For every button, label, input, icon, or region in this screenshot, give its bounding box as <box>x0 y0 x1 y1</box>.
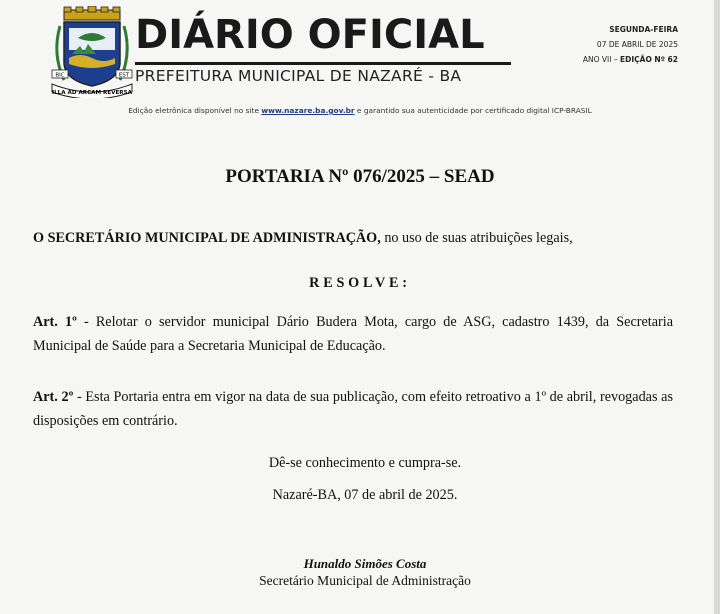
crest-right-badge <box>116 70 132 79</box>
authenticity-note: Edição eletrônica disponível no site www.nazare.ba.gov.br e garantido sua autenticidade por certificado digital ICP-BRASIL <box>128 106 592 115</box>
website-link[interactable]: www.nazare.ba.gov.br <box>261 106 355 115</box>
article-1-label: Art. 1º <box>33 314 77 330</box>
article-1-text: - Relotar o servidor municipal Dário Budera Mota, cargo de ASG, cadastro 1439, da Secretaria Municipal de Saúde para a Secretaria Municipal de Educação. <box>33 314 673 354</box>
edition-info <box>583 22 678 67</box>
crest-left-badge <box>52 70 68 79</box>
opening-paragraph: O SECRETÁRIO MUNICIPAL DE ADMINISTRAÇÃO, no uso de suas atribuições legais, <box>33 230 573 246</box>
masthead-title: DIÁRIO OFICIAL <box>135 12 485 58</box>
place-and-date: Nazaré-BA, 07 de abril de 2025. <box>272 487 458 503</box>
masthead-subtitle: PREFEITURA MUNICIPAL DE NAZARÉ - BA <box>135 67 462 85</box>
signatory-name: Hunaldo Simões Costa <box>303 556 427 571</box>
masthead-divider <box>135 62 511 65</box>
svg-text:EST: EST <box>118 72 130 79</box>
article-2 <box>33 385 673 433</box>
article-2-text: - Esta Portaria entra em vigor na data de sua publicação, com efeito retroativo a 1º de abril, revogadas as disposições em contrário. <box>33 389 673 429</box>
closing-formula: Dê-se conhecimento e cumpra-se. <box>268 455 462 471</box>
crest-motto: ILLA AD ARCAM REVERSA <box>52 90 132 96</box>
crown-icon <box>64 6 120 20</box>
article-2-label: Art. 2º <box>33 389 74 405</box>
edition-number: ANO VII – EDIÇÃO Nº 62 <box>582 55 678 64</box>
coat-of-arms-logo <box>50 6 134 98</box>
page-edge <box>714 0 720 614</box>
article-1 <box>33 310 673 358</box>
resolve-heading: RESOLVE: <box>309 275 411 291</box>
edition-weekday: SEGUNDA-FEIRA <box>609 25 678 34</box>
document-title: PORTARIA Nº 076/2025 – SEAD <box>225 166 495 187</box>
signatory-role: Secretário Municipal de Administração <box>259 573 471 588</box>
issuing-authority: O SECRETÁRIO MUNICIPAL DE ADMINISTRAÇÃO, <box>33 230 381 246</box>
edition-date: 07 DE ABRIL DE 2025 <box>596 40 678 49</box>
svg-text:BIC: BIC <box>55 72 65 79</box>
